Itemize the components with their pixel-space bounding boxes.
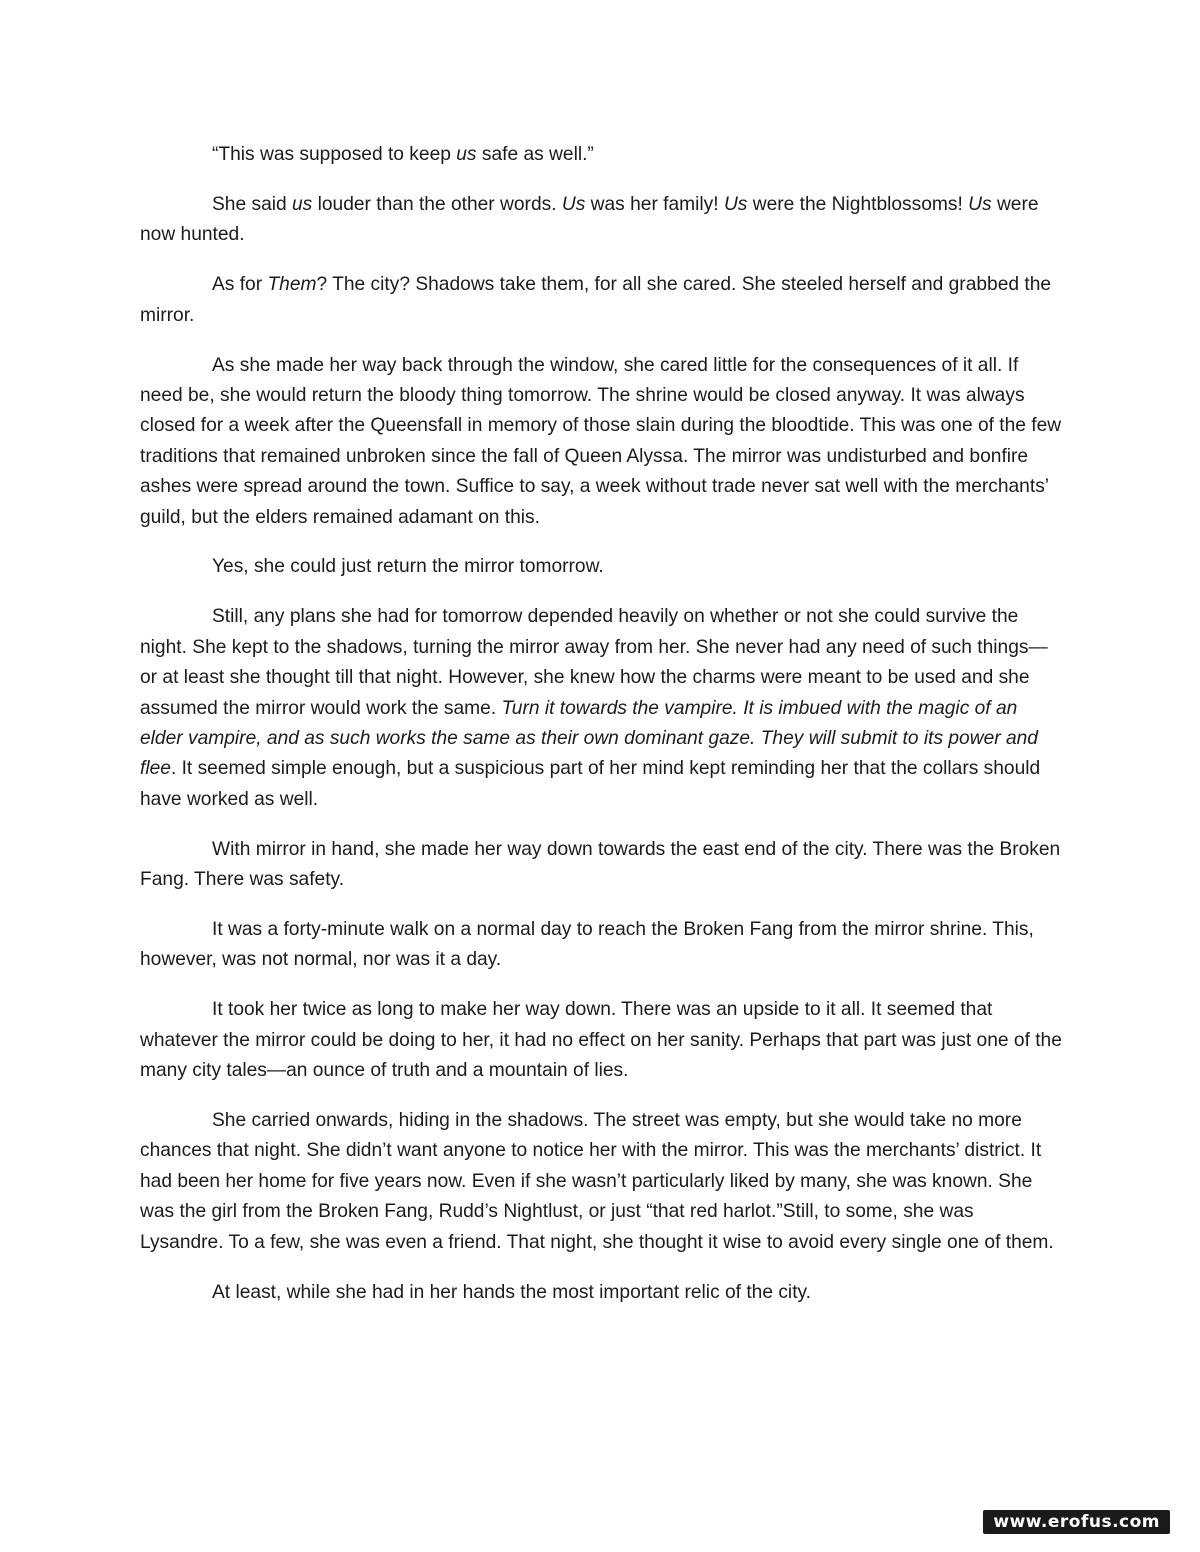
paragraph — [140, 552, 1062, 582]
body-text — [140, 140, 1062, 1328]
italic-text-run: us — [456, 144, 477, 165]
text-run: At least, while she had in her hands the most important relic of the city. — [212, 1281, 812, 1303]
text-run: . It seemed simple enough, but a suspicious part of her mind kept reminding her that the collars should have worked as well. — [140, 758, 1041, 810]
paragraph — [140, 140, 1062, 170]
text-run: “This was supposed to keep — [212, 144, 457, 165]
text-run: louder than the other words. — [312, 193, 562, 215]
text-run: As for — [212, 274, 268, 296]
text-run: was her family! — [585, 193, 724, 215]
text-run: With mirror in hand, she made her way down towards the east end of the city. There was the Broken Fang. There was safety. — [140, 838, 1061, 891]
paragraph — [140, 1106, 1062, 1258]
italic-text-run: Us — [561, 193, 586, 215]
text-run: It took her twice as long to make her way down. There was an upside to it all. It seemed that whatever the mirror could be doing to her, it had no effect on her sanity. Perhaps that part was just one of the many city tales—an ounce of truth and a mountain of lies. — [140, 999, 1062, 1082]
paragraph — [140, 270, 1062, 331]
paragraph — [140, 351, 1062, 533]
text-run: safe as well.” — [476, 144, 594, 165]
paragraph — [140, 995, 1062, 1086]
italic-text-run: Turn it towards the vampire. It is imbued with the magic of an elder vampire, and as such works the same as their own dominant gaze. They will submit to its power and flee — [140, 697, 1038, 780]
italic-text-run: Them — [267, 274, 317, 296]
paragraph — [140, 190, 1062, 251]
site-watermark: www.erofus.com — [983, 1510, 1170, 1534]
paragraph — [140, 835, 1062, 896]
text-run: As she made her way back through the window, she cared little for the consequences of it all. If need be, she would return the bloody thing tomorrow. The shrine would be closed anyway. It was always closed for a week after the Queensfall in memory of those slain during the bloodtide. This was one of the few traditions that remained unbroken since the fall of Queen Alyssa. The mirror was undisturbed and bonfire ashes were spread around the town. Suffice to say, a week without trade never sat well with the merchants’ guild, but the elders remained adamant on this. — [140, 354, 1062, 528]
text-run: She carried onwards, hiding in the shadows. The street was empty, but she would take no more chances that night. She didn’t want anyone to notice her with the mirror. This was the merchants’ district. It had been her home for five years now. Even if she wasn’t particularly liked by many, she was known. She was the girl from the Broken Fang, Rudd’s Nightlust, or just “that red harlot.”Still, to some, she was Lysandre. To a few, she was even a friend. That night, she thought it wise to avoid every single one of them. — [140, 1110, 1054, 1253]
italic-text-run: us — [292, 193, 313, 215]
text-run: ? The city? Shadows take them, for all she cared. She steeled herself and grabbed the mirror. — [140, 274, 1052, 326]
text-run: Still, any plans she had for tomorrow depended heavily on whether or not she could survive the night. She kept to the shadows, turning the mirror away from her. She never had any need of such things—or at least she thought till that night. However, she knew how the charms were meant to be used and she assumed the mirror would work the same. — [140, 606, 1048, 719]
paragraph — [140, 602, 1062, 815]
text-run: Yes, she could just return the mirror tomorrow. — [212, 556, 604, 578]
paragraph — [140, 915, 1062, 976]
italic-text-run: Us — [968, 193, 992, 215]
text-run: It was a forty-minute walk on a normal day to reach the Broken Fang from the mirror shrine. This, however, was not normal, nor was it a day. — [140, 919, 1034, 971]
text-run: were the Nightblossoms! — [747, 193, 969, 215]
paragraph — [140, 1278, 1062, 1308]
text-run: She said — [212, 193, 293, 215]
text-run: were now hunted. — [140, 193, 1039, 246]
italic-text-run: Us — [723, 193, 748, 215]
